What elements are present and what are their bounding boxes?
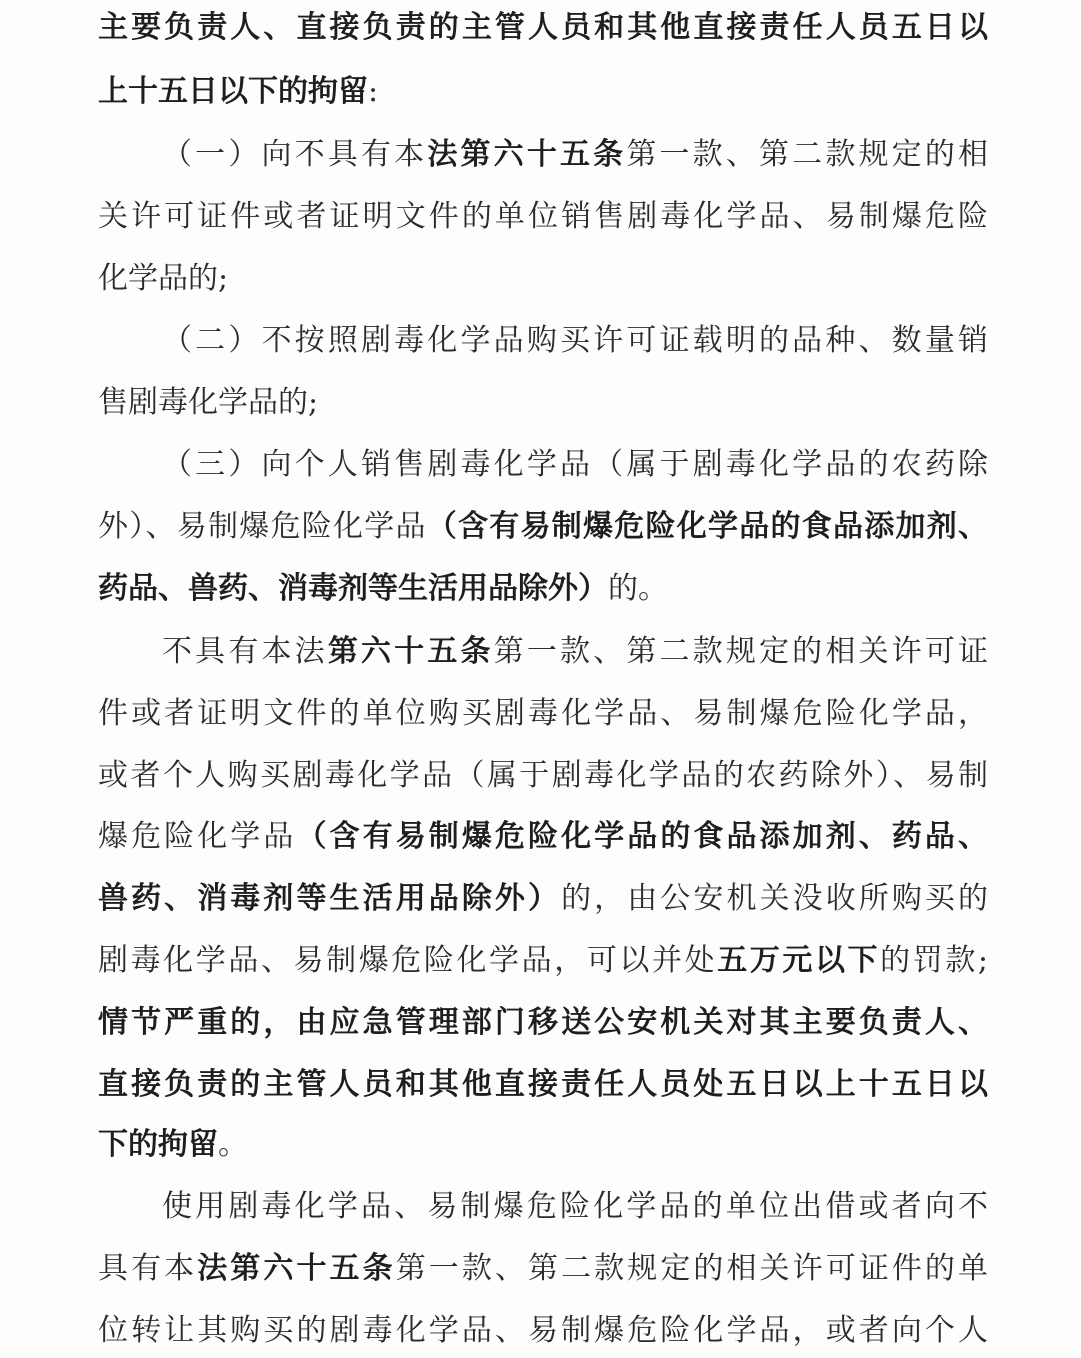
- bold-text-run: 直接负责的主管人员和其他直接责任人员处五日以上十五日以: [98, 1067, 988, 1102]
- text-run: 。: [218, 1127, 248, 1162]
- bold-text-run: 主要负责人、直接负责的主管人员和其他直接责任人员五日以: [98, 10, 988, 45]
- text-line: [98, 70, 988, 114]
- text-run: （二）不按照剧毒化学品购买许可证载明的品种、数量销: [162, 323, 988, 358]
- bold-text-run: 五万元以下: [717, 943, 881, 978]
- text-run: 的，由公安机关没收所购买的: [561, 881, 989, 916]
- bold-text-run: 药品、兽药、消毒剂等生活用品除外）: [98, 571, 608, 606]
- text-run: 或者个人购买剧毒化学品（属于剧毒化学品的农药除外）、易制: [98, 758, 988, 793]
- bold-text-run: 法第六十五条: [197, 1251, 396, 1286]
- text-line: [98, 1001, 988, 1045]
- bold-text-run: 下的拘留: [98, 1127, 218, 1162]
- text-line: [98, 505, 988, 549]
- text-run: 剧毒化学品、易制爆危险化学品，可以并处: [98, 943, 718, 978]
- text-run: 爆危险化学品: [98, 819, 297, 854]
- text-line: [162, 319, 988, 363]
- text-line: [162, 1185, 988, 1229]
- bold-text-run: 第六十五条: [327, 634, 494, 669]
- text-run: 第一款、第二款规定的相关许可证件的单: [395, 1251, 989, 1286]
- text-run: 不具有本法: [162, 634, 328, 669]
- text-line: [162, 443, 988, 487]
- bold-text-run: 法第六十五条: [427, 137, 627, 172]
- text-line: [98, 754, 988, 798]
- text-run: 的罚款;: [880, 943, 989, 978]
- bold-text-run: 兽药、消毒剂等生活用品除外）: [98, 881, 562, 916]
- bold-text-run: 上十五日以下的拘留: [98, 74, 368, 109]
- text-run: 具有本: [98, 1251, 198, 1286]
- text-run: 化学品的;: [98, 261, 229, 296]
- text-line: [98, 195, 988, 239]
- text-line: [162, 630, 988, 674]
- text-run: 售剧毒化学品的;: [98, 385, 319, 420]
- text-line: [98, 815, 988, 859]
- bold-text-run: 情节严重的，由应急管理部门移送公安机关对其主要负责人、: [98, 1005, 988, 1040]
- text-line: [98, 257, 988, 301]
- text-run: 外）、易制爆危险化学品: [98, 509, 427, 544]
- text-line: [98, 877, 988, 921]
- text-run: 位转让其购买的剧毒化学品、易制爆危险化学品，或者向个人: [98, 1313, 988, 1348]
- text-run: 的。: [608, 571, 668, 606]
- text-line: [98, 1123, 988, 1167]
- bold-text-run: （含有易制爆危险化学品的食品添加剂、药品、: [296, 819, 989, 854]
- text-run: :: [368, 74, 379, 109]
- bold-text-run: （含有易制爆危险化学品的食品添加剂、: [426, 509, 988, 544]
- text-line: [98, 939, 988, 983]
- text-run: 使用剧毒化学品、易制爆危险化学品的单位出借或者向不: [162, 1189, 988, 1224]
- text-line: [98, 6, 988, 50]
- text-run: 第一款、第二款规定的相: [626, 137, 989, 172]
- text-run: （三）向个人销售剧毒化学品（属于剧毒化学品的农药除: [162, 447, 988, 482]
- text-line: [98, 1063, 988, 1107]
- text-line: [162, 133, 988, 177]
- text-run: 件或者证明文件的单位购买剧毒化学品、易制爆危险化学品，: [98, 696, 988, 731]
- text-run: 关许可证件或者证明文件的单位销售剧毒化学品、易制爆危险: [98, 199, 988, 234]
- text-line: [98, 381, 988, 425]
- text-run: 第一款、第二款规定的相关许可证: [493, 634, 989, 669]
- text-line: [98, 567, 988, 611]
- text-line: [98, 1247, 988, 1291]
- text-line: [98, 1309, 988, 1353]
- text-line: [98, 692, 988, 736]
- text-run: （一）向不具有本: [162, 137, 428, 172]
